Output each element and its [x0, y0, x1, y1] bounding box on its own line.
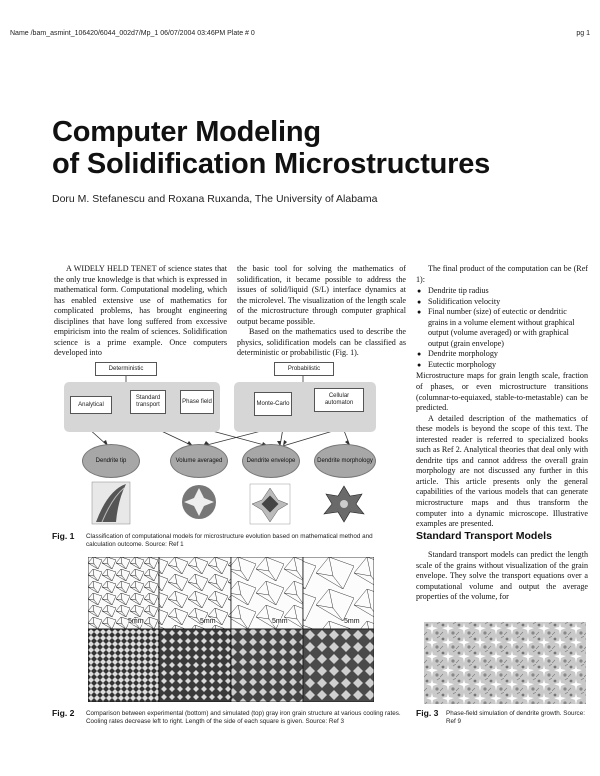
section-heading: Standard Transport Models — [416, 530, 552, 542]
title-line-1: Computer Modeling — [52, 116, 321, 148]
standard-transport-box: Standard transport — [130, 390, 166, 414]
dendrite-tip-ellipse: Dendrite tip — [82, 444, 140, 478]
figure-2-micrographs — [88, 557, 374, 702]
dendrite-tip-image — [92, 482, 130, 524]
body-column-middle — [237, 264, 406, 359]
scale-label-3: 5mm — [272, 618, 288, 625]
body-column-left — [54, 264, 227, 359]
article-title — [52, 116, 490, 180]
probabilistic-box: Probabilistic — [274, 362, 334, 376]
dendrite-envelope-ellipse: Dendrite envelope — [242, 444, 300, 478]
figure-1-caption — [52, 533, 404, 549]
body-column-right-lower — [416, 550, 588, 603]
experimental-panel-1 — [88, 629, 159, 702]
analytical-box: Analytical — [70, 396, 112, 414]
simulated-panel-1 — [88, 557, 159, 629]
scale-label-2: 5mm — [200, 618, 216, 625]
simulated-panel-4 — [303, 557, 374, 629]
right-paragraph-intro: The final product of the computation can be (Ref 1): — [416, 264, 588, 284]
list-item: ● Dendrite tip radius — [416, 286, 588, 297]
list-item: ● Final number (size) of eutectic or dendritic grains in a volume element without graphical output (volume averaged) or with graphical output (grain envelope) — [416, 307, 588, 349]
figure-2-label: Fig. 2 — [52, 708, 75, 718]
figure-2-grid — [88, 557, 374, 702]
figure-3-caption-text: Phase-field simulation of dendrite growth. Source: Ref 9 — [446, 710, 585, 726]
middle-paragraph-2: Based on the mathematics used to describe the physics, solidification models can be classified as deterministic or probabilistic (Fig. 1). — [237, 327, 406, 358]
figure-3-image — [424, 622, 586, 704]
simulated-panel-3 — [231, 557, 303, 629]
dendrite-envelope-image — [250, 484, 290, 524]
page-number: pg 1 — [576, 30, 590, 37]
figure-1-label: Fig. 1 — [52, 531, 75, 541]
body-column-right — [416, 264, 588, 530]
article-authors: Doru M. Stefanescu and Roxana Ruxanda, The University of Alabama — [52, 193, 378, 205]
title-line-2: of Solidification Microstructures — [52, 148, 491, 180]
experimental-panel-2 — [159, 629, 231, 702]
figure-2-caption — [52, 710, 404, 726]
phase-field-box: Phase field — [180, 390, 214, 414]
volume-averaged-image — [182, 485, 216, 519]
figure-3-caption — [416, 710, 588, 726]
figure-1-thumbnails — [58, 480, 404, 526]
right-paragraph-4: Standard transport models can predict the length scale of the grains without visualization of the grain envelope. They solve the transport equations over a computational volume and output the average properties of the volume, for — [416, 550, 588, 602]
experimental-panel-3 — [231, 629, 303, 702]
figure-1-diagram — [58, 362, 404, 526]
figure-3-simulation — [424, 622, 586, 704]
deterministic-box: Deterministic — [95, 362, 157, 376]
outcome-list — [416, 286, 588, 370]
right-paragraph-3: A detailed description of the mathematics of these models is beyond the scope of this text. The interested reader is referred to specialized books such as Ref 2. Analytical theories that deal only with dendrite tips and cannot address the overall grain morphology are not discussed any further in this article. This article presents only the general capabilities of the various models that can generate microstructure maps and thus transform the computer into a dynamic microscope. Illustrative examples are presented. — [416, 413, 588, 529]
list-item: ● Solidification velocity — [416, 297, 588, 308]
scale-label-1: 5mm — [128, 618, 144, 625]
scale-label-4: 5mm — [344, 618, 360, 625]
intro-paragraph: A WIDELY HELD TENET of science states that the only true knowledge is that which is expressed in mathematical form. Computational modeling, which has enabled extensive use of mathematics for complicated problems, has brought engineering disciplines that have long suffered from excessive empiricism into the realm of sciences. Solidification science is a prime example. Once computers developed into — [54, 264, 227, 358]
figure-2-caption-text: Comparison between experimental (bottom) and simulated (top) gray iron grain structure at various cooling rates. Cooling rates decrease left to right. Length of the side of each square is given. Source: Ref 3 — [86, 710, 401, 726]
figure-3-label: Fig. 3 — [416, 708, 439, 718]
simulated-panel-2 — [159, 557, 231, 629]
volume-averaged-ellipse: Volume averaged — [170, 444, 228, 478]
dendrite-morphology-image — [320, 482, 368, 524]
experimental-panel-4 — [303, 629, 374, 702]
list-item: ● Eutectic morphology — [416, 360, 588, 371]
figure-1-caption-text: Classification of computational models for microstructure evolution based on mathematical method and calculation outcome. Source: Ref 1 — [86, 533, 373, 549]
middle-paragraph-1: the basic tool for solving the mathematics of solidification, it became possible to address the issues of solid/liquid (S/L) interface dynamics at the microlevel. The visualization of the length scale of the microstructure through computer graphical output became possible. — [237, 264, 406, 326]
monte-carlo-box: Monte-Carlo — [254, 392, 292, 416]
page-header-info: Name /bam_asmint_106420/6044_002d7/Mp_1 06/07/2004 03:46PM Plate # 0 — [10, 30, 255, 37]
dendrite-morphology-ellipse: Dendrite morphology — [314, 444, 376, 478]
list-item: ● Dendrite morphology — [416, 349, 588, 360]
right-paragraph-2: Microstructure maps for grain length scale, fraction of phases, or even microstructure transitions (columnar-to-equiaxed, stable-to-metastable) can be predicted. — [416, 371, 588, 413]
cellular-automaton-box: Cellular automaton — [314, 388, 364, 412]
